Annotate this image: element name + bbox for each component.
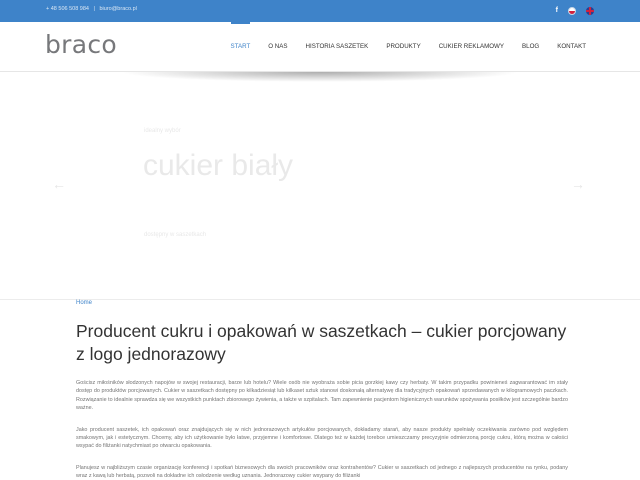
- main-content: [76, 299, 568, 480]
- nav-item-blog[interactable]: BLOG: [522, 43, 540, 50]
- slide-subtitle: idealny wybór: [144, 128, 181, 134]
- nav-item-kontakt[interactable]: KONTAKT: [557, 43, 586, 50]
- hero-slider: [0, 73, 640, 299]
- slide-footer: dostępny w saszetkach: [144, 232, 207, 238]
- contact-info: [46, 6, 140, 12]
- nav-item-o-nas[interactable]: O NAS: [268, 43, 288, 50]
- main-nav: [222, 22, 595, 72]
- top-bar: [0, 0, 640, 22]
- english-flag-icon[interactable]: [586, 7, 594, 15]
- paragraph-1: Gościsz miłośników słodzonych napojów w swojej restauracji, barze lub hotelu? Wiele osób nie wyobraża sobie picia gorzkiej kawy czy herbaty. W takim przypadku powinieneś zagwarantować im stały dostęp do produktów porcjowanych. Cukier w saszetkach dostępny po kilkadziesiąt lub kilkaset sztuk stanowi doskonałą alternatywę dla tradycyjnych opakowań sprzedawanych w kilogramowych paczkach. Rozwiązanie to idealnie sprawdza się we wszystkich punktach zbiorowego żywienia, a także w szpitalach. Tam zapewnienie pacjentom higienicznych warunków spożywania posiłków jest szczególnie bardzo ważne.: [76, 380, 568, 412]
- header-shadow: [120, 72, 520, 82]
- slider-next-arrow-icon[interactable]: →: [571, 176, 585, 192]
- contact-separator: |: [93, 6, 95, 12]
- paragraph-3: Planujesz w najbliższym czasie organizację konferencji i spotkań biznesowych dla swoich pracowników oraz kontrahentów? Cukier w saszetkach od jednego z najlepszych producentów na rynku, podany wraz z kawą lub herbatą, pozwoli na dokładne ich osłodzenie według uznania. Jednorazowy cukier wsypany do filiżanki: [76, 464, 568, 480]
- site-header: [0, 22, 640, 72]
- nav-item-historia-saszetek[interactable]: HISTORIA SASZETEK: [305, 43, 369, 50]
- facebook-icon[interactable]: f: [555, 7, 558, 14]
- social-and-language: [556, 6, 594, 15]
- email-link[interactable]: biuro@braco.pl: [99, 6, 137, 12]
- page-title: Producent cukru i opakowań w saszetkach – cukier porcjowany z logo jednorazowy: [76, 321, 567, 364]
- logo[interactable]: braco: [45, 30, 118, 59]
- nav-item-produkty[interactable]: PRODUKTY: [386, 43, 421, 50]
- nav-item-start[interactable]: START: [222, 22, 260, 72]
- polish-flag-icon[interactable]: [568, 7, 576, 15]
- breadcrumb[interactable]: Home: [76, 300, 93, 306]
- nav-item-cukier-reklamowy[interactable]: CUKIER REKLAMOWY: [438, 43, 505, 50]
- slide-title: cukier biały: [143, 149, 294, 182]
- slider-prev-arrow-icon[interactable]: ←: [52, 176, 66, 192]
- paragraph-2: Jako producent saszetek, ich opakowań oraz znajdujących się w nich jednorazowych artykułów porcjowanych, dokładamy starań, aby nasze produkty spełniały oczekiwania zarówno pod względem smakowym, jak i estetycznym. Chcemy, aby ich użytkowanie było łatwe, przyjemne i komfortowe. Dlatego też w każdej torebce umieszczamy precyzyjnie odmierzoną porcję cukru, którą można w całości wsypać do filiżanki natychmiast po otwarciu opakowania.: [76, 426, 568, 450]
- phone-number[interactable]: + 48 506 508 984: [46, 6, 89, 12]
